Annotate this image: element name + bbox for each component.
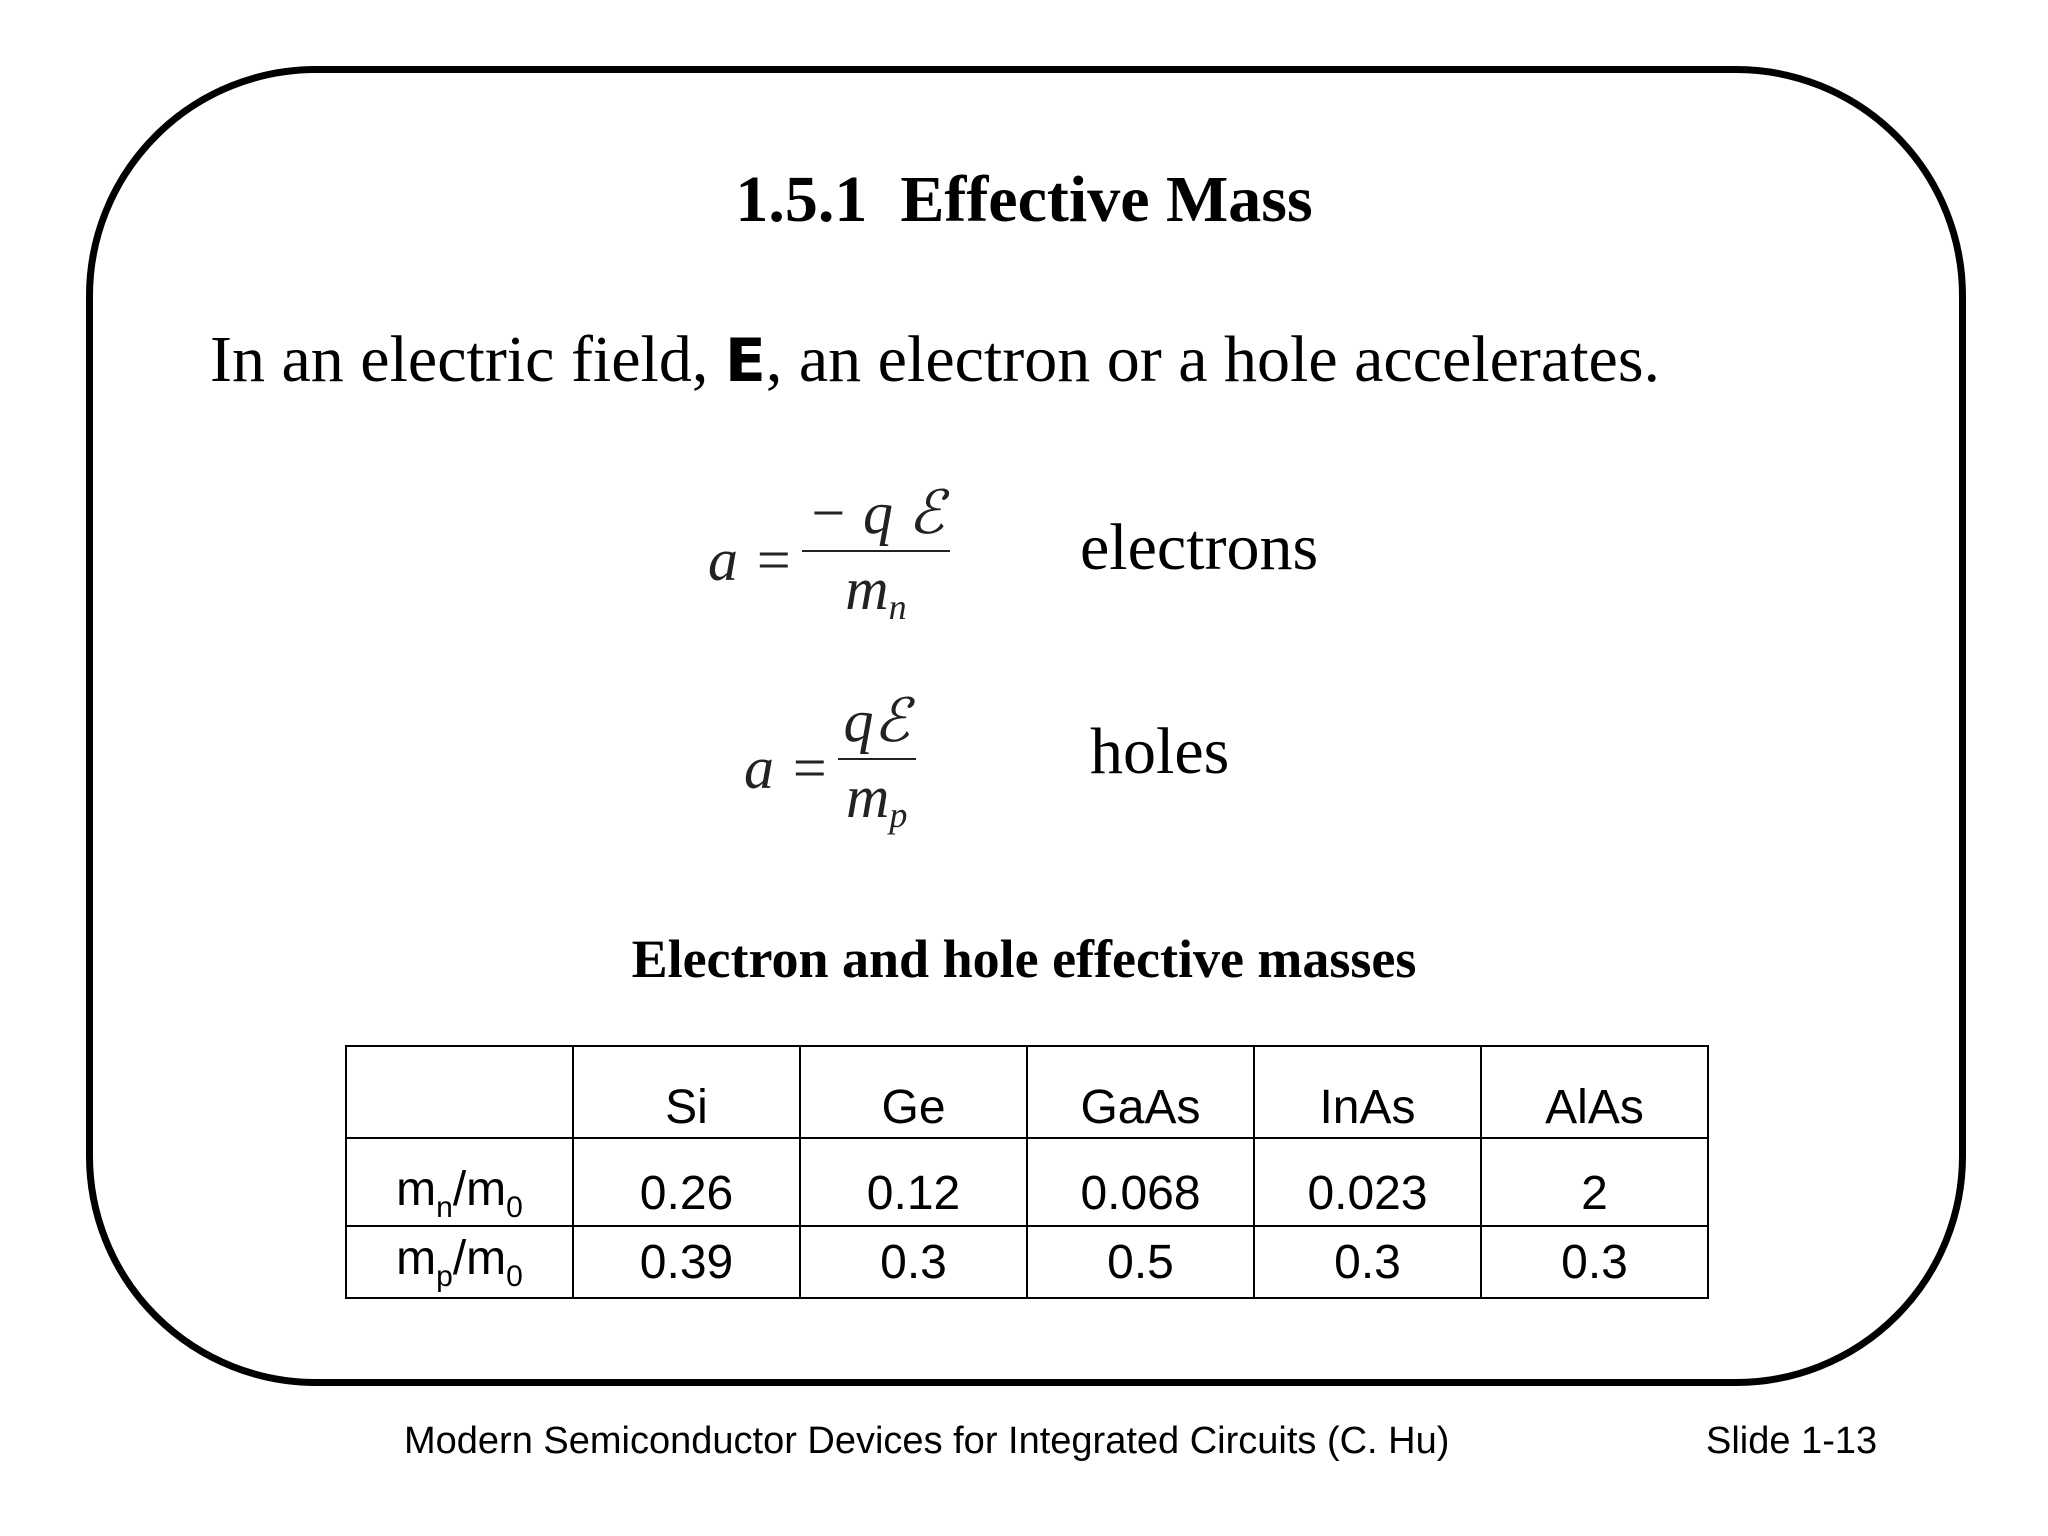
row-label xyxy=(346,1226,573,1298)
row-label-subscript: 0 xyxy=(506,1190,523,1224)
effective-mass-table xyxy=(345,1045,1709,1299)
fraction xyxy=(802,480,951,640)
equation-electrons xyxy=(708,480,950,640)
table-row-hole-mass xyxy=(346,1226,1708,1298)
equation-holes xyxy=(744,688,916,848)
mass-subscript: p xyxy=(889,795,908,835)
table-cell: 0.12 xyxy=(800,1138,1027,1226)
row-label-mid: /m xyxy=(452,1162,507,1216)
fraction xyxy=(838,688,916,848)
table-cell: 0.26 xyxy=(573,1138,800,1226)
fraction-numerator: qℰ xyxy=(843,688,910,754)
table-cell: 2 xyxy=(1481,1138,1708,1226)
table-cell: 0.5 xyxy=(1027,1226,1254,1298)
table-cell: 0.3 xyxy=(800,1226,1027,1298)
column-header: GaAs xyxy=(1027,1046,1254,1138)
column-header: AlAs xyxy=(1481,1046,1708,1138)
fraction-denominator xyxy=(845,556,906,640)
label-holes: holes xyxy=(1090,715,1230,788)
table-title: Electron and hole effective masses xyxy=(631,929,1417,989)
equation-lhs: a = xyxy=(708,526,794,593)
label-electrons: electrons xyxy=(1080,511,1319,584)
row-label-base: m xyxy=(396,1162,437,1216)
row-label xyxy=(346,1138,573,1226)
column-header: Ge xyxy=(800,1046,1027,1138)
column-header: Si xyxy=(573,1046,800,1138)
mass-subscript: n xyxy=(888,587,907,627)
footer-citation: Modern Semiconductor Devices for Integrated Circuits (C. Hu) xyxy=(404,1420,1450,1462)
mass-symbol: m xyxy=(845,556,889,622)
column-header: InAs xyxy=(1254,1046,1481,1138)
electric-field-symbol: E xyxy=(724,326,766,396)
row-label-subscript: p xyxy=(436,1259,453,1293)
fraction-denominator xyxy=(846,764,907,848)
table-cell: 0.39 xyxy=(573,1226,800,1298)
row-label-subscript: 0 xyxy=(506,1259,523,1293)
footer-slide-number: Slide 1-13 xyxy=(1706,1420,1878,1462)
table-corner-cell xyxy=(346,1046,573,1138)
table-cell: 0.068 xyxy=(1027,1138,1254,1226)
intro-text-before: In an electric field, xyxy=(210,323,725,396)
table-header-row xyxy=(346,1046,1708,1138)
equation-lhs: a = xyxy=(744,734,830,801)
row-label-subscript: n xyxy=(436,1190,453,1224)
intro-sentence xyxy=(210,320,1660,401)
table-row-electron-mass xyxy=(346,1138,1708,1226)
intro-text-after: , an electron or a hole accelerates. xyxy=(765,323,1661,396)
fraction-bar xyxy=(838,758,916,760)
row-label-mid: /m xyxy=(452,1231,507,1285)
fraction-bar xyxy=(802,550,951,552)
fraction-numerator: − q ℰ xyxy=(807,480,945,546)
slide-title: 1.5.1 Effective Mass xyxy=(735,163,1313,236)
table-cell: 0.3 xyxy=(1481,1226,1708,1298)
table-cell: 0.023 xyxy=(1254,1138,1481,1226)
table-cell: 0.3 xyxy=(1254,1226,1481,1298)
mass-symbol: m xyxy=(845,764,890,830)
row-label-base: m xyxy=(396,1231,437,1285)
